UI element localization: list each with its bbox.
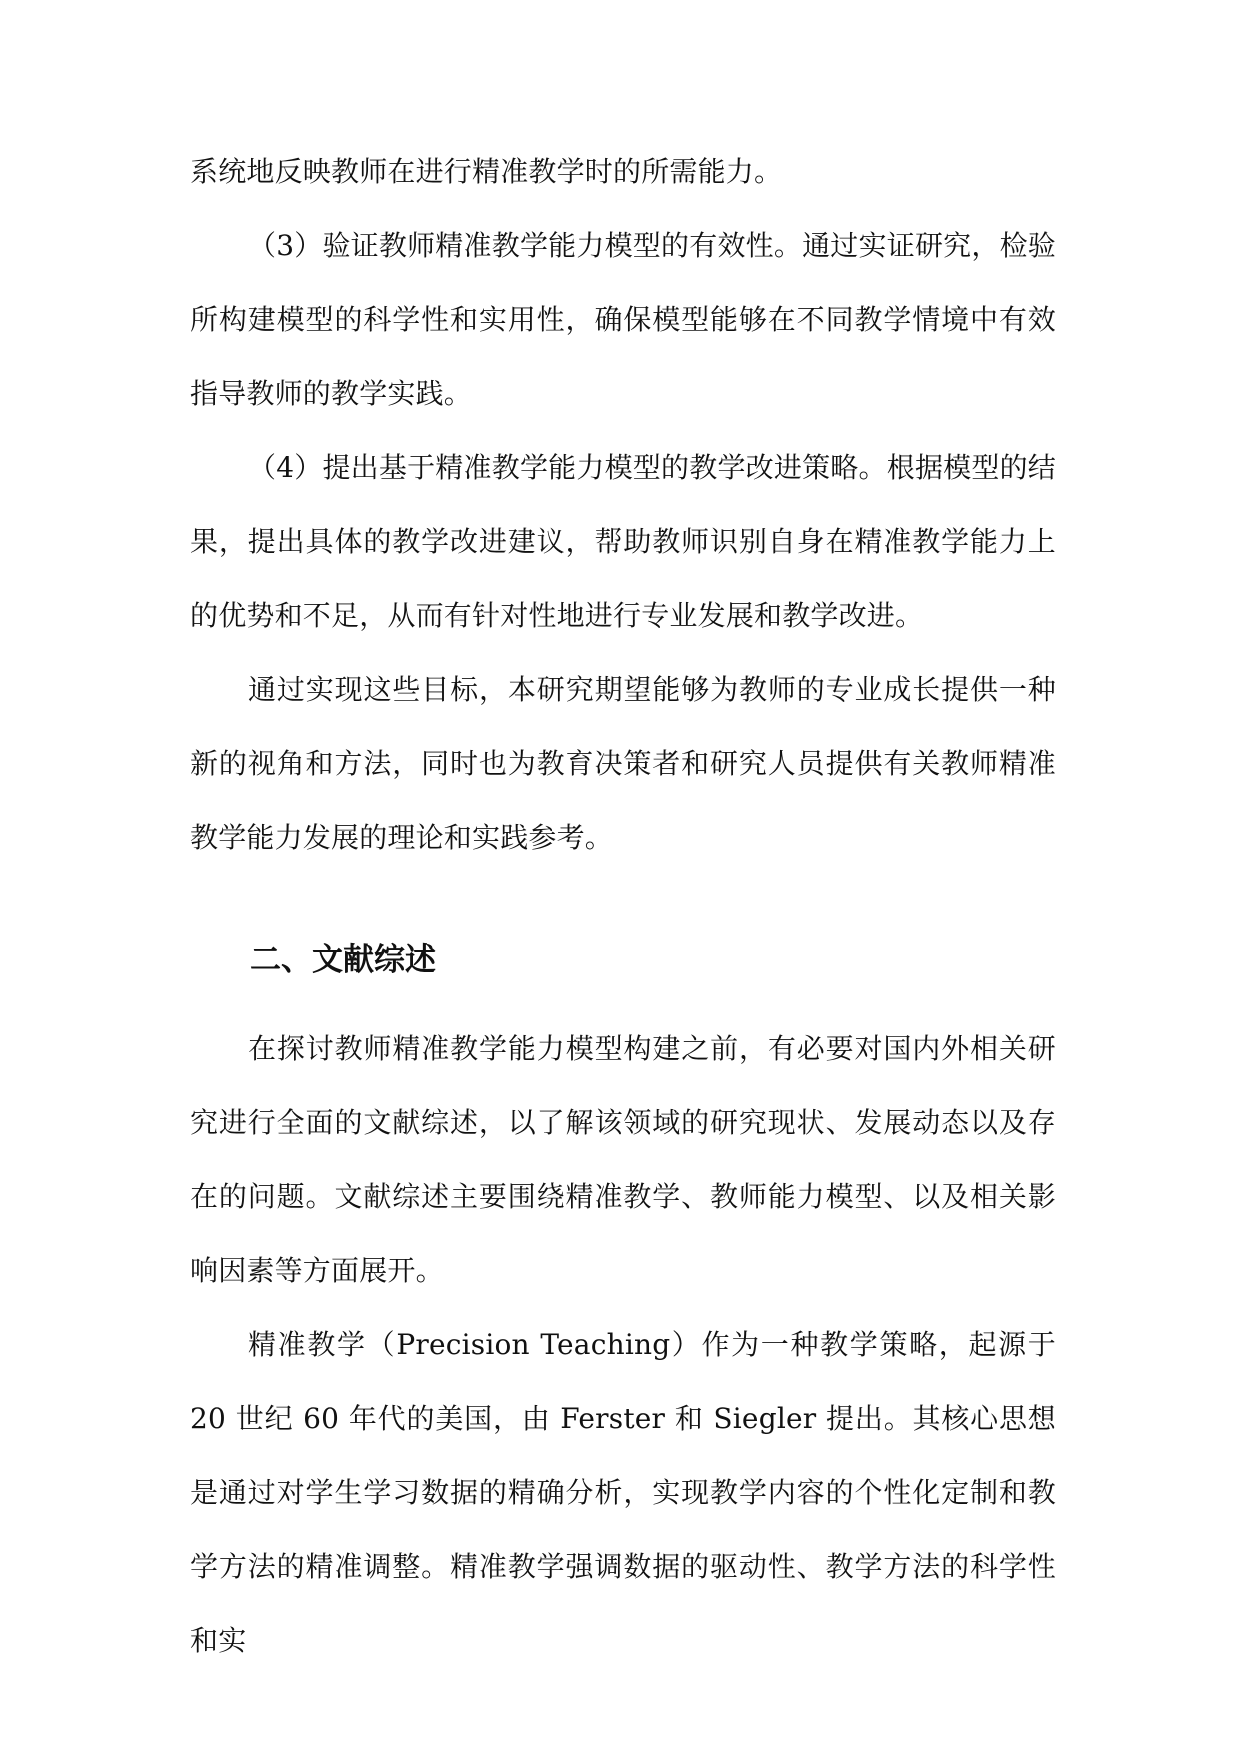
paragraph-literature-intro: 在探讨教师精准教学能力模型构建之前，有必要对国内外相关研究进行全面的文献综述，以了解该领域的研究现状、发展动态以及存在的问题。文献综述主要围绕精准教学、教师能力模型、以及相关影响因素等方面展开。 [190, 1032, 1056, 1287]
body-text-top [190, 135, 1056, 875]
paragraph-summary: 通过实现这些目标，本研究期望能够为教师的专业成长提供一种新的视角和方法，同时也为教育决策者和研究人员提供有关教师精准教学能力发展的理论和实践参考。 [190, 673, 1056, 854]
paragraph-continuation: 系统地反映教师在进行精准教学时的所需能力。 [190, 155, 783, 188]
paragraph-objective-4: （4）提出基于精准教学能力模型的教学改进策略。根据模型的结果，提出具体的教学改进建议，帮助教师识别自身在精准教学能力上的优势和不足，从而有针对性地进行专业发展和教学改进。 [190, 451, 1056, 632]
section-heading: 二、文献综述 [250, 942, 436, 978]
paragraph-precision-teaching: 精准教学（Precision Teaching）作为一种教学策略，起源于 20 世纪 60 年代的美国，由 Ferster 和 Siegler 提出。其核心思想是通过对学生学习数据的精确分析，实现教学内容的个性化定制和教学方法的精准调整。精准教学强调数据的驱动性、教学方法的科学性和实 [190, 1328, 1056, 1657]
paragraph-objective-3: （3）验证教师精准教学能力模型的有效性。通过实证研究，检验所构建模型的科学性和实用性，确保模型能够在不同教学情境中有效指导教师的教学实践。 [190, 229, 1056, 410]
body-text-bottom [190, 1012, 1056, 1678]
